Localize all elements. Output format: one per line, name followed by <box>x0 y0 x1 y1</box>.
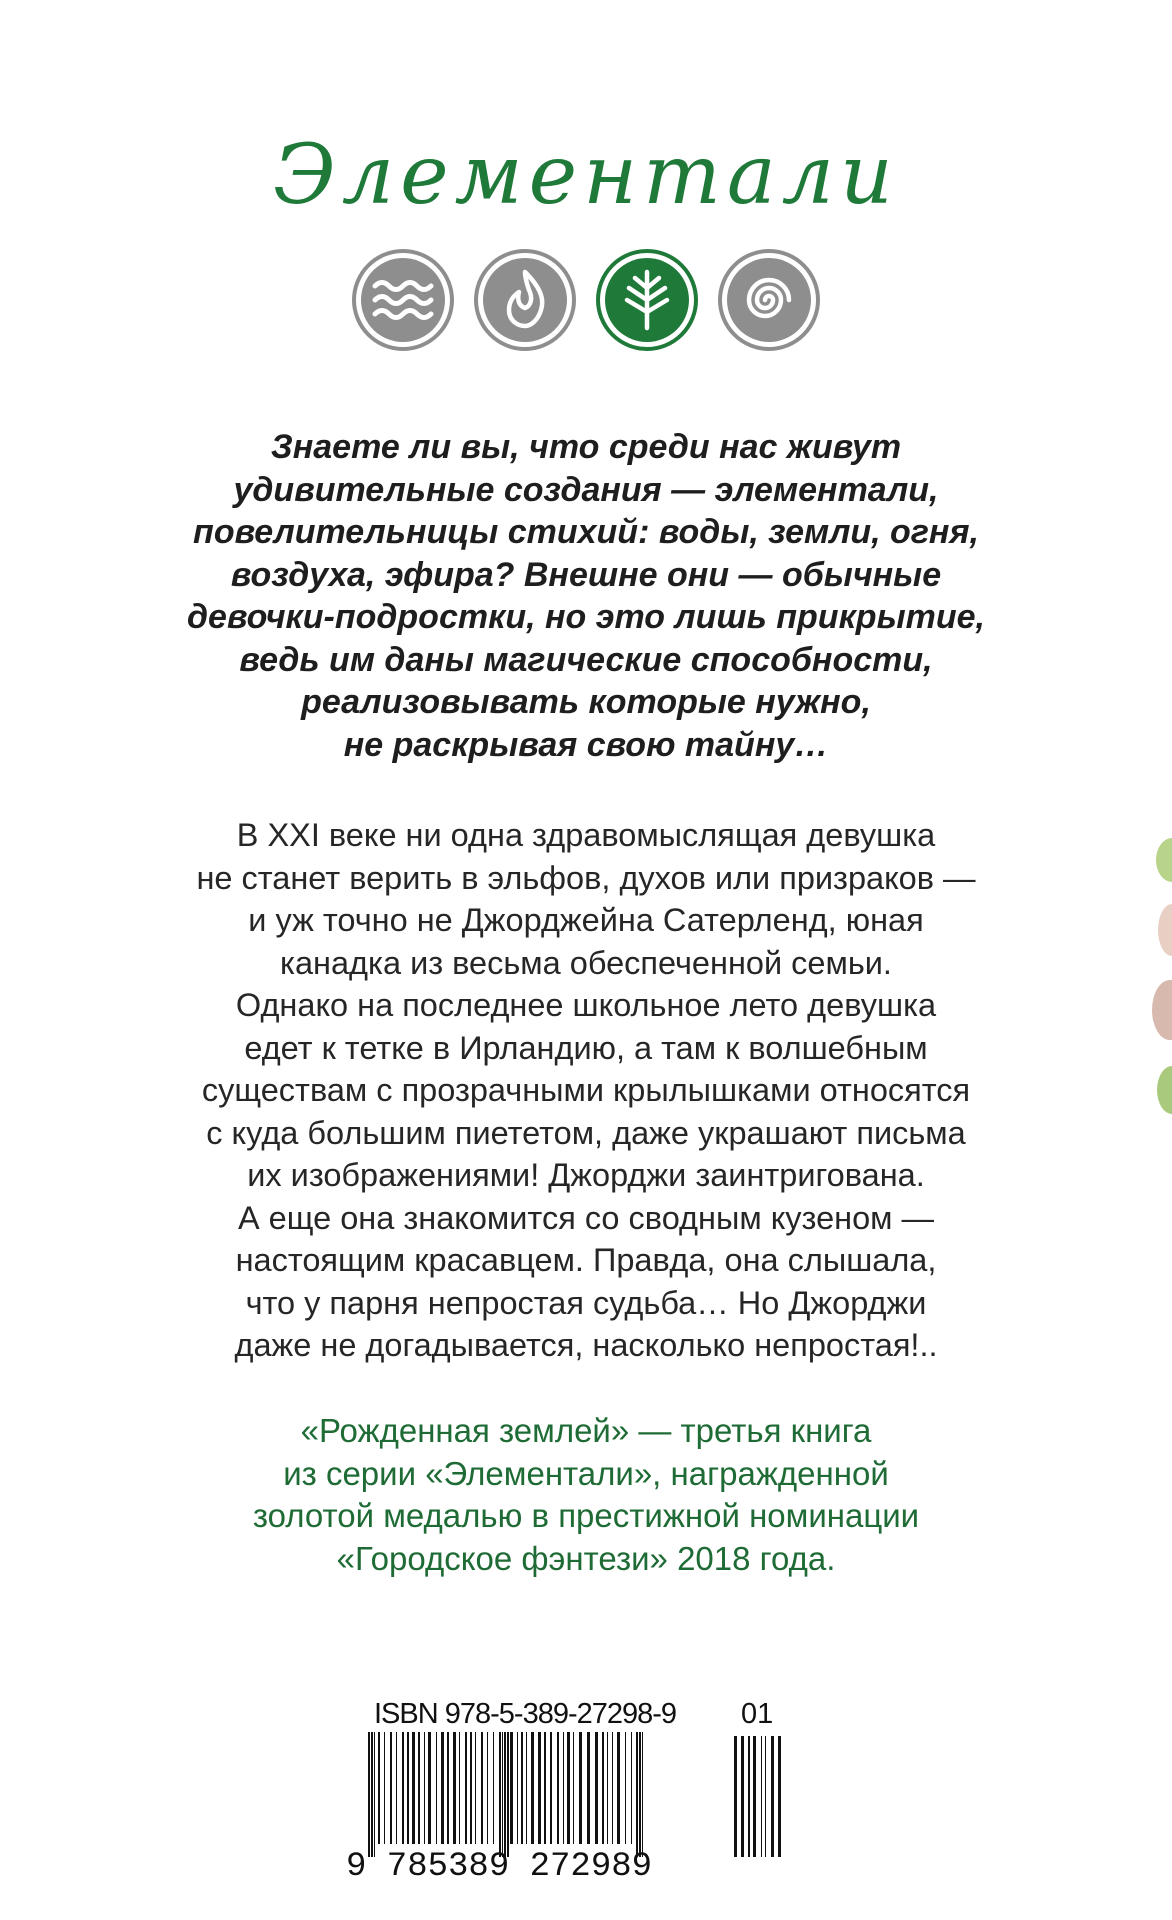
blurb-line: что у парня непростая судьба… Но Джорджи <box>245 1284 927 1321</box>
award-line: «Городское фэнтези» 2018 года. <box>336 1539 836 1577</box>
tagline-line: не раскрывая свою тайну… <box>343 725 829 764</box>
award-line: из серии «Элементали», награжденной <box>283 1454 889 1492</box>
isbn-text: ISBN 978-5-389-27298-9 <box>374 1698 677 1730</box>
earth-element-icon <box>595 248 699 352</box>
award-line: «Рожденная землей» — третья книга <box>300 1412 872 1449</box>
blurb-line: А еще она знакомится со сводным кузеном — <box>237 1199 935 1236</box>
air-element-icon <box>717 248 821 352</box>
tagline-line: ведь им даны магические способности, <box>239 640 933 679</box>
blurb-line: В XXI веке ни одна здравомыслящая девушка <box>236 817 936 853</box>
tagline-line: воздуха, эфира? Внешне они — обычные <box>230 555 942 594</box>
blurb-line: их изображениями! Джорджи заинтригована. <box>247 1157 925 1193</box>
tagline-line: Знаете ли вы, что среди нас живут <box>270 428 902 466</box>
blurb-line: едет к тетке в Ирландию, а там к волшебным <box>244 1029 928 1066</box>
barcode <box>346 1698 786 1888</box>
addon-code: 01 <box>741 1698 774 1730</box>
blurb-line: канадка из весьма обеспеченной семьи. <box>280 944 892 981</box>
blurb-line: с куда большим пиететом, даже украшают письма <box>206 1114 966 1151</box>
blurb <box>0 814 1172 1367</box>
blurb-line: настоящим красавцем. Правда, она слышала, <box>235 1242 937 1278</box>
blurb-line: и уж точно не Джорджейна Сатерленд, юная <box>248 902 924 938</box>
ean-digits: 9 785389 272989 <box>346 1848 653 1886</box>
blurb-line: не станет верить в эльфов, духов или призраков — <box>196 859 976 896</box>
tagline-line: реализовывать которые нужно, <box>301 683 871 721</box>
award-line: золотой медалью в престижной номинации <box>252 1497 920 1534</box>
blurb-line: существам с прозрачными крылышками относятся <box>201 1072 971 1108</box>
barcode-bars <box>346 1732 786 1857</box>
water-element-icon <box>351 248 455 352</box>
element-icons-row <box>0 248 1172 352</box>
tagline-line: удивительные создания — элементали, <box>233 470 939 509</box>
flower-decoration <box>1142 820 1172 1140</box>
series-title: Элементали <box>273 128 899 223</box>
tagline-line: повелительницы стихий: воды, земли, огня, <box>193 513 979 551</box>
blurb-line: Однако на последнее школьное лето девушка <box>235 987 937 1023</box>
tagline-line: девочки-подростки, но это лишь прикрытие, <box>187 598 985 636</box>
fire-element-icon <box>473 248 577 352</box>
award-note <box>0 1410 1172 1580</box>
blurb-line: даже не догадывается, насколько непростая!.. <box>234 1327 938 1363</box>
tagline <box>0 426 1172 766</box>
